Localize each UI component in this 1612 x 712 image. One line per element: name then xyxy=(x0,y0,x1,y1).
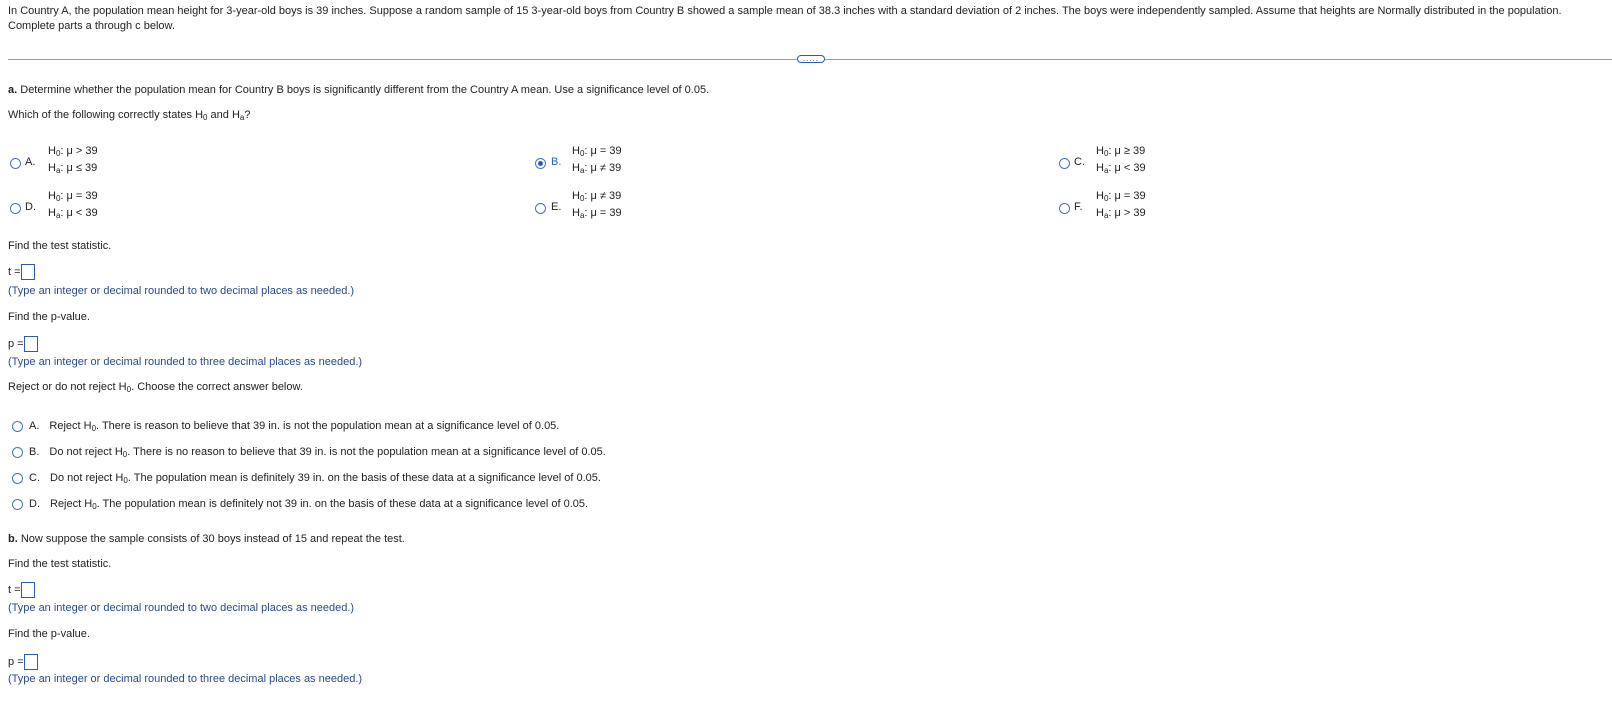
p-answer-row-b xyxy=(8,654,38,670)
t-answer-row xyxy=(8,264,35,280)
decision-text: Do not reject $H_0$. The population mean is definitely 39 in. on the basis of these data at a significance level of 0.05. xyxy=(50,472,601,485)
hypotheses-question: Which of the following correctly states $H_0$ and $H_a$? xyxy=(8,109,251,122)
reject-question: Reject or do not reject $H_0$. Choose the correct answer below. xyxy=(8,381,303,394)
p-hint-b: (Type an integer or decimal rounded to three decimal places as needed.) xyxy=(8,673,363,685)
find-test-statistic-label-b: Find the test statistic. xyxy=(8,558,112,570)
hypothesis-pair: $H_0$: μ ≥ 39 $H_a$: μ < 39 xyxy=(1096,145,1146,175)
decision-option-b[interactable] xyxy=(12,446,606,458)
part-a-prompt: a. Determine whether the population mean for Country B boys is significantly different from the Country A mean. Use a significance level of 0.05. xyxy=(8,84,710,96)
t-label: t = xyxy=(8,584,21,596)
find-p-value-label: Find the p-value. xyxy=(8,311,90,323)
option-letter: D. xyxy=(29,498,40,510)
decision-text: Do not reject $H_0$. There is no reason to believe that 39 in. is not the population mean at a significance level of 0.05. xyxy=(49,446,606,459)
find-p-value-label-b: Find the p-value. xyxy=(8,628,90,640)
decision-text: Reject $H_0$. The population mean is definitely not 39 in. on the basis of these data at a significance level of 0.05. xyxy=(50,498,589,511)
hypothesis-pair: $H_0$: μ ≠ 39 $H_a$: μ = 39 xyxy=(572,190,622,220)
p-label: p = xyxy=(8,656,24,668)
t-answer-input-b[interactable] xyxy=(21,582,35,598)
radio-option-b-selected[interactable] xyxy=(535,158,546,169)
t-hint: (Type an integer or decimal rounded to two decimal places as needed.) xyxy=(8,285,355,297)
decision-option-c[interactable] xyxy=(12,472,601,484)
radio-decision-c[interactable] xyxy=(12,473,23,484)
decision-option-a[interactable] xyxy=(12,420,559,432)
radio-option-d[interactable] xyxy=(10,203,21,214)
hypothesis-pair: $H_0$: μ = 39 $H_a$: μ ≠ 39 xyxy=(572,145,622,175)
p-answer-input-b[interactable] xyxy=(24,654,38,670)
t-label: t = xyxy=(8,266,21,278)
option-letter: B. xyxy=(551,156,562,168)
option-letter: F. xyxy=(1074,201,1083,213)
radio-option-f[interactable] xyxy=(1059,203,1070,214)
p-hint: (Type an integer or decimal rounded to three decimal places as needed.) xyxy=(8,356,363,368)
radio-decision-d[interactable] xyxy=(12,499,23,510)
option-letter: D. xyxy=(25,201,36,213)
find-test-statistic-label: Find the test statistic. xyxy=(8,240,112,252)
option-letter: B. xyxy=(29,446,40,458)
t-hint-b: (Type an integer or decimal rounded to two decimal places as needed.) xyxy=(8,602,355,614)
part-b-prompt: b. Now suppose the sample consists of 30 boys instead of 15 and repeat the test. xyxy=(8,533,405,545)
t-answer-row-b xyxy=(8,582,35,598)
t-answer-input[interactable] xyxy=(21,264,35,280)
p-label: p = xyxy=(8,338,24,350)
hypothesis-pair: $H_0$: μ > 39 $H_a$: μ ≤ 39 xyxy=(48,145,98,175)
p-answer-input[interactable] xyxy=(24,336,38,352)
radio-option-a[interactable] xyxy=(10,158,21,169)
option-letter: C. xyxy=(29,472,40,484)
radio-option-e[interactable] xyxy=(535,203,546,214)
problem-intro: In Country A, the population mean height for 3-year-old boys is 39 inches. Suppose a random sample of 15 3-year-old boys from Country B showed a sample mean of 38.3 inches with a standard deviation of 2 inches. The boys were independently sampled. Assume that heights are Normally distributed in the population. Complete parts a through c below. xyxy=(8,5,1562,32)
hypothesis-pair: $H_0$: μ = 39 $H_a$: μ < 39 xyxy=(48,190,98,220)
radio-option-c[interactable] xyxy=(1059,158,1070,169)
option-letter: A. xyxy=(25,156,36,168)
option-letter: E. xyxy=(551,201,562,213)
option-letter: C. xyxy=(1074,156,1085,168)
show-more-button[interactable]: ..... xyxy=(797,55,825,63)
decision-text: Reject $H_0$. There is reason to believe that 39 in. is not the population mean at a significance level of 0.05. xyxy=(49,420,560,433)
p-answer-row xyxy=(8,336,38,352)
option-letter: A. xyxy=(29,420,40,432)
radio-decision-b[interactable] xyxy=(12,447,23,458)
decision-option-d[interactable] xyxy=(12,498,588,510)
radio-decision-a[interactable] xyxy=(12,421,23,432)
hypothesis-pair: $H_0$: μ = 39 $H_a$: μ > 39 xyxy=(1096,190,1146,220)
